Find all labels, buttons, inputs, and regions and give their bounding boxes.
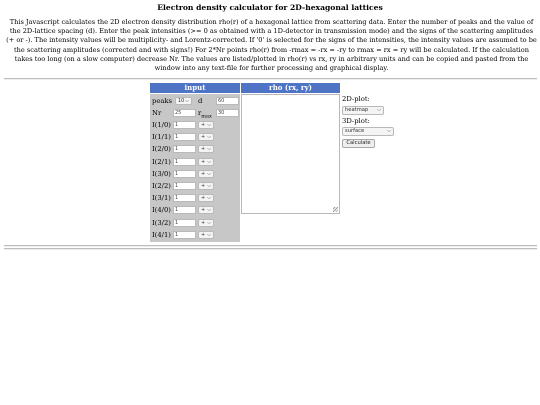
d-input[interactable]: 60 [216, 97, 239, 105]
sign-select[interactable] [198, 145, 214, 153]
rmax-label [198, 109, 212, 120]
sign-select[interactable] [198, 194, 214, 202]
plot3d-value: surface [345, 128, 365, 134]
nr-input[interactable]: 25 [173, 109, 196, 117]
sign-select[interactable] [198, 219, 214, 227]
divider-top [4, 78, 537, 80]
plot2d-select[interactable] [342, 106, 384, 115]
sign-value: + [201, 183, 206, 189]
plot3d-select[interactable] [342, 127, 394, 136]
chevron-down-icon: ⌵ [207, 231, 211, 238]
intensity-input[interactable]: 1 [173, 219, 196, 227]
nr-label: Nr [152, 109, 162, 117]
chevron-down-icon: ⌵ [207, 170, 211, 177]
chevron-down-icon: ⌵ [207, 219, 211, 226]
sign-select[interactable] [198, 182, 214, 190]
chevron-down-icon: ⌵ [207, 122, 211, 128]
plot2d-label: 2D-plot: [342, 95, 370, 103]
sign-value: + [201, 231, 206, 238]
sign-value: + [201, 122, 206, 128]
intensity-label: I(1/0) [152, 121, 171, 129]
intensity-label: I(1/1) [152, 133, 171, 142]
rmax-input[interactable]: 30 [216, 109, 239, 117]
chevron-down-icon: ⌵ [207, 134, 211, 141]
page-title: Electron density calculator for 2D-hexagonal lattices [157, 3, 383, 12]
chevron-down-icon: ⌵ [185, 98, 189, 104]
sign-select[interactable] [198, 121, 214, 129]
intensity-input[interactable]: 1 [173, 206, 196, 214]
sign-select[interactable] [198, 133, 214, 141]
sign-value: + [201, 207, 206, 214]
resize-grip-icon[interactable] [333, 207, 338, 212]
intensity-label: I(2/1) [152, 157, 171, 166]
sign-select[interactable] [198, 206, 214, 214]
chevron-down-icon: ⌵ [207, 183, 211, 189]
chevron-down-icon: ⌵ [207, 195, 211, 202]
intensity-input[interactable]: 1 [173, 121, 196, 129]
sign-value: + [201, 146, 206, 153]
intro-text: This Javascript calculates the 2D electron density distribution rho(r) of a hexagonal lattice from scattering data. Enter the number of peaks and the value of the 2D-lattice spacing (d). Enter the peak intensities (>= 0 as obtained with a 1D-detector in transmission mode) and the signs of the scattering amplitudes (+ or -). The intensity values will be multiplicity- and Lorentz-corrected. If '0' is selected for the signs of the intensities, the intensity values are assumed to be the scattering amplitudes (corrected and with signs!) For 2*Nr points rho(r) from -rmax = -rx = -ry to rmax = rx = ry will be calculated. If the calculation takes too long (on a slow computer) decrease Nr. The values are listed/plotted in rho(r) vs rx, ry in arbitrary units and can be copied and pasted from the window into any text-file for further processing and graphical display. [6, 18, 537, 73]
intensity-input[interactable]: 1 [173, 145, 196, 153]
peaks-label: peaks [152, 97, 173, 105]
sign-select[interactable] [198, 158, 214, 166]
chevron-down-icon: ⌵ [207, 158, 211, 165]
rho-output-textarea[interactable] [241, 94, 340, 214]
intensity-label: I(3/0) [152, 169, 171, 178]
chevron-down-icon: ⌵ [387, 128, 391, 134]
intensity-input[interactable]: 1 [173, 182, 196, 190]
intensity-input[interactable]: 1 [173, 194, 196, 202]
sign-select[interactable] [198, 170, 214, 178]
d-label: d [198, 97, 203, 105]
sign-value: + [201, 170, 206, 177]
divider-bottom [4, 245, 537, 247]
divider-bottom-2 [4, 248, 537, 250]
intensity-label: I(2/2) [152, 182, 171, 190]
input-panel [150, 94, 240, 242]
peaks-select[interactable] [175, 97, 192, 105]
sign-value: + [201, 219, 206, 226]
chevron-down-icon: ⌵ [377, 107, 381, 113]
rmax-label-main: r [198, 109, 202, 117]
chevron-down-icon: ⌵ [207, 207, 211, 214]
sign-value: + [201, 134, 206, 141]
rmax-label-sub: max [201, 113, 212, 120]
intensity-input[interactable]: 1 [173, 133, 196, 141]
calculate-button[interactable]: Calculate [342, 139, 375, 148]
intensity-label: I(4/0) [152, 206, 171, 215]
intensity-input[interactable]: 1 [173, 231, 196, 239]
sign-select[interactable] [198, 231, 214, 239]
sign-value: + [201, 195, 206, 202]
intensity-label: I(3/2) [152, 218, 171, 227]
chevron-down-icon: ⌵ [207, 146, 211, 153]
intensity-label: I(3/1) [152, 194, 171, 203]
plot2d-value: heatmap [345, 107, 369, 113]
intensity-input[interactable]: 1 [173, 170, 196, 178]
sign-value: + [201, 158, 206, 165]
intensity-label: I(4/1) [152, 230, 171, 239]
plot3d-label: 3D-plot: [342, 117, 370, 125]
peaks-value: 10 [178, 98, 185, 104]
output-header: rho (rx, ry) [241, 83, 340, 93]
input-header: input [150, 83, 240, 93]
intensity-label: I(2/0) [152, 145, 171, 154]
intensity-input[interactable]: 1 [173, 158, 196, 166]
